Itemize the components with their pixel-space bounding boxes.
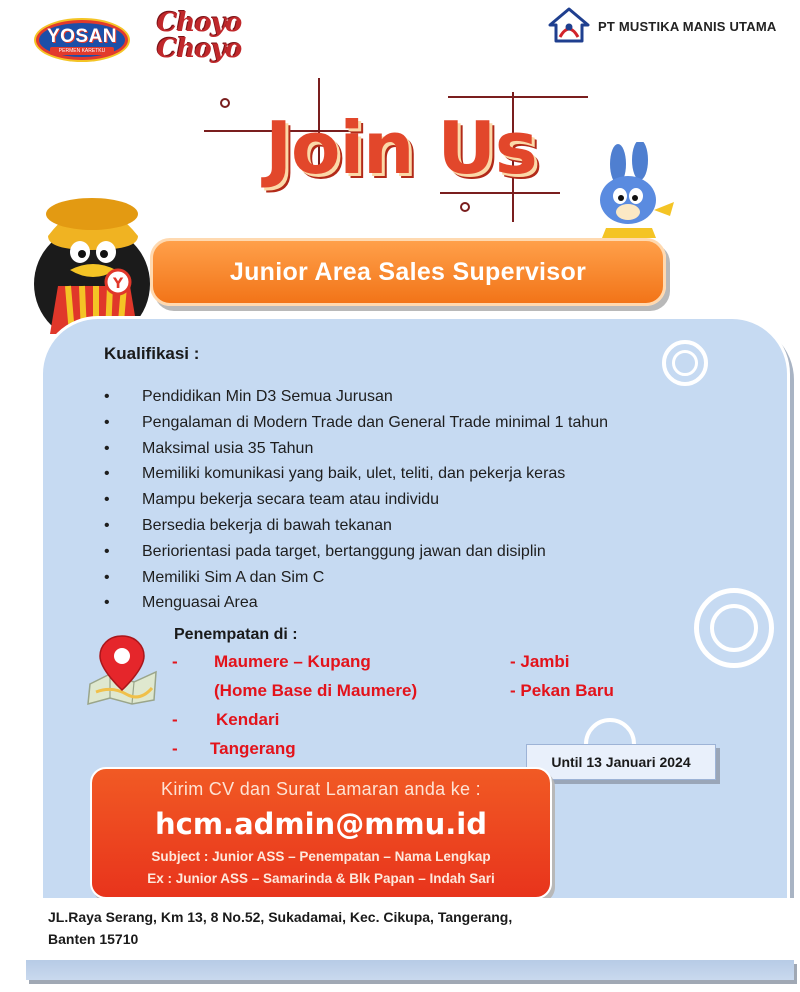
list-item: • Pengalaman di Modern Trade dan General Trade minimal 1 tahun [104,410,744,436]
list-item: • Menguasai Area [104,590,744,616]
company-name: PT MUSTIKA MANIS UTAMA [598,18,777,34]
list-item: • Beriorientasi pada target, bertanggung jawan dan disiplin [104,539,744,565]
company-logo-icon [548,7,590,45]
svg-text:Y: Y [113,276,124,292]
bottom-bar [26,960,794,980]
placement-dash: - [172,710,178,729]
placement-location: - Jambi [510,652,570,671]
position-title: Junior Area Sales Supervisor [229,257,587,286]
qualifications-heading: Kualifikasi : [104,344,200,363]
placement-dash: - [172,739,178,758]
company-header [548,6,788,46]
choyo-logo-line1: Choyo [156,8,242,38]
rabbit-mascot [592,142,678,238]
choyo-logo-line2: Choyo [156,34,242,64]
contact-box [90,767,552,899]
decorative-ring [672,350,698,376]
list-item: • Maksimal usia 35 Tahun [104,436,744,462]
title-decoration-dot [460,202,470,212]
placement-location-note: (Home Base di Maumere) [214,681,418,700]
list-item: • Pendidikan Min D3 Semua Jurusan [104,384,744,410]
placement-heading: Penempatan di : [174,626,298,643]
contact-email[interactable]: hcm.admin@mmu.id [155,807,487,841]
placement-location: Maumere – Kupang [214,652,371,671]
list-item: • Memiliki Sim A dan Sim C [104,565,744,591]
placement-location: - Pekan Baru [510,681,614,700]
yosan-logo [36,14,128,66]
yosan-logo-tagline: PERMEN KARETKU [50,47,114,55]
title-decoration-dot [220,98,230,108]
placement-location: Kendari [216,710,280,729]
placement-location: Tangerang [210,739,296,758]
qualifications-list [104,384,744,616]
address-line2: Banten 15710 [48,931,139,947]
deadline-badge: Until 13 Januari 2024 [526,744,716,780]
list-item: • Mampu bekerja secara team atau individu [104,487,744,513]
yosan-logo-text: YOSAN [46,26,118,47]
choyo-choyo-logo [142,8,256,68]
address-line1: JL.Raya Serang, Km 13, 8 No.52, Sukadamai, Kec. Cikupa, Tangerang, [48,909,513,925]
map-pin-icon [82,632,162,706]
company-address [48,906,648,950]
contact-subject-example: Ex : Junior ASS – Samarinda & Blk Papan – Indah Sari [147,871,495,886]
list-item: • Memiliki komunikasi yang baik, ulet, teliti, dan pekerja keras [104,461,744,487]
contact-subject-format: Subject : Junior ASS – Penempatan – Nama Lengkap [151,849,491,864]
contact-instruction: Kirim CV dan Surat Lamaran anda ke : [161,779,481,799]
list-item: • Bersedia bekerja di bawah tekanan [104,513,744,539]
position-banner [150,238,666,306]
placement-dash: - [172,652,178,671]
page-title: Join Us [265,106,537,190]
